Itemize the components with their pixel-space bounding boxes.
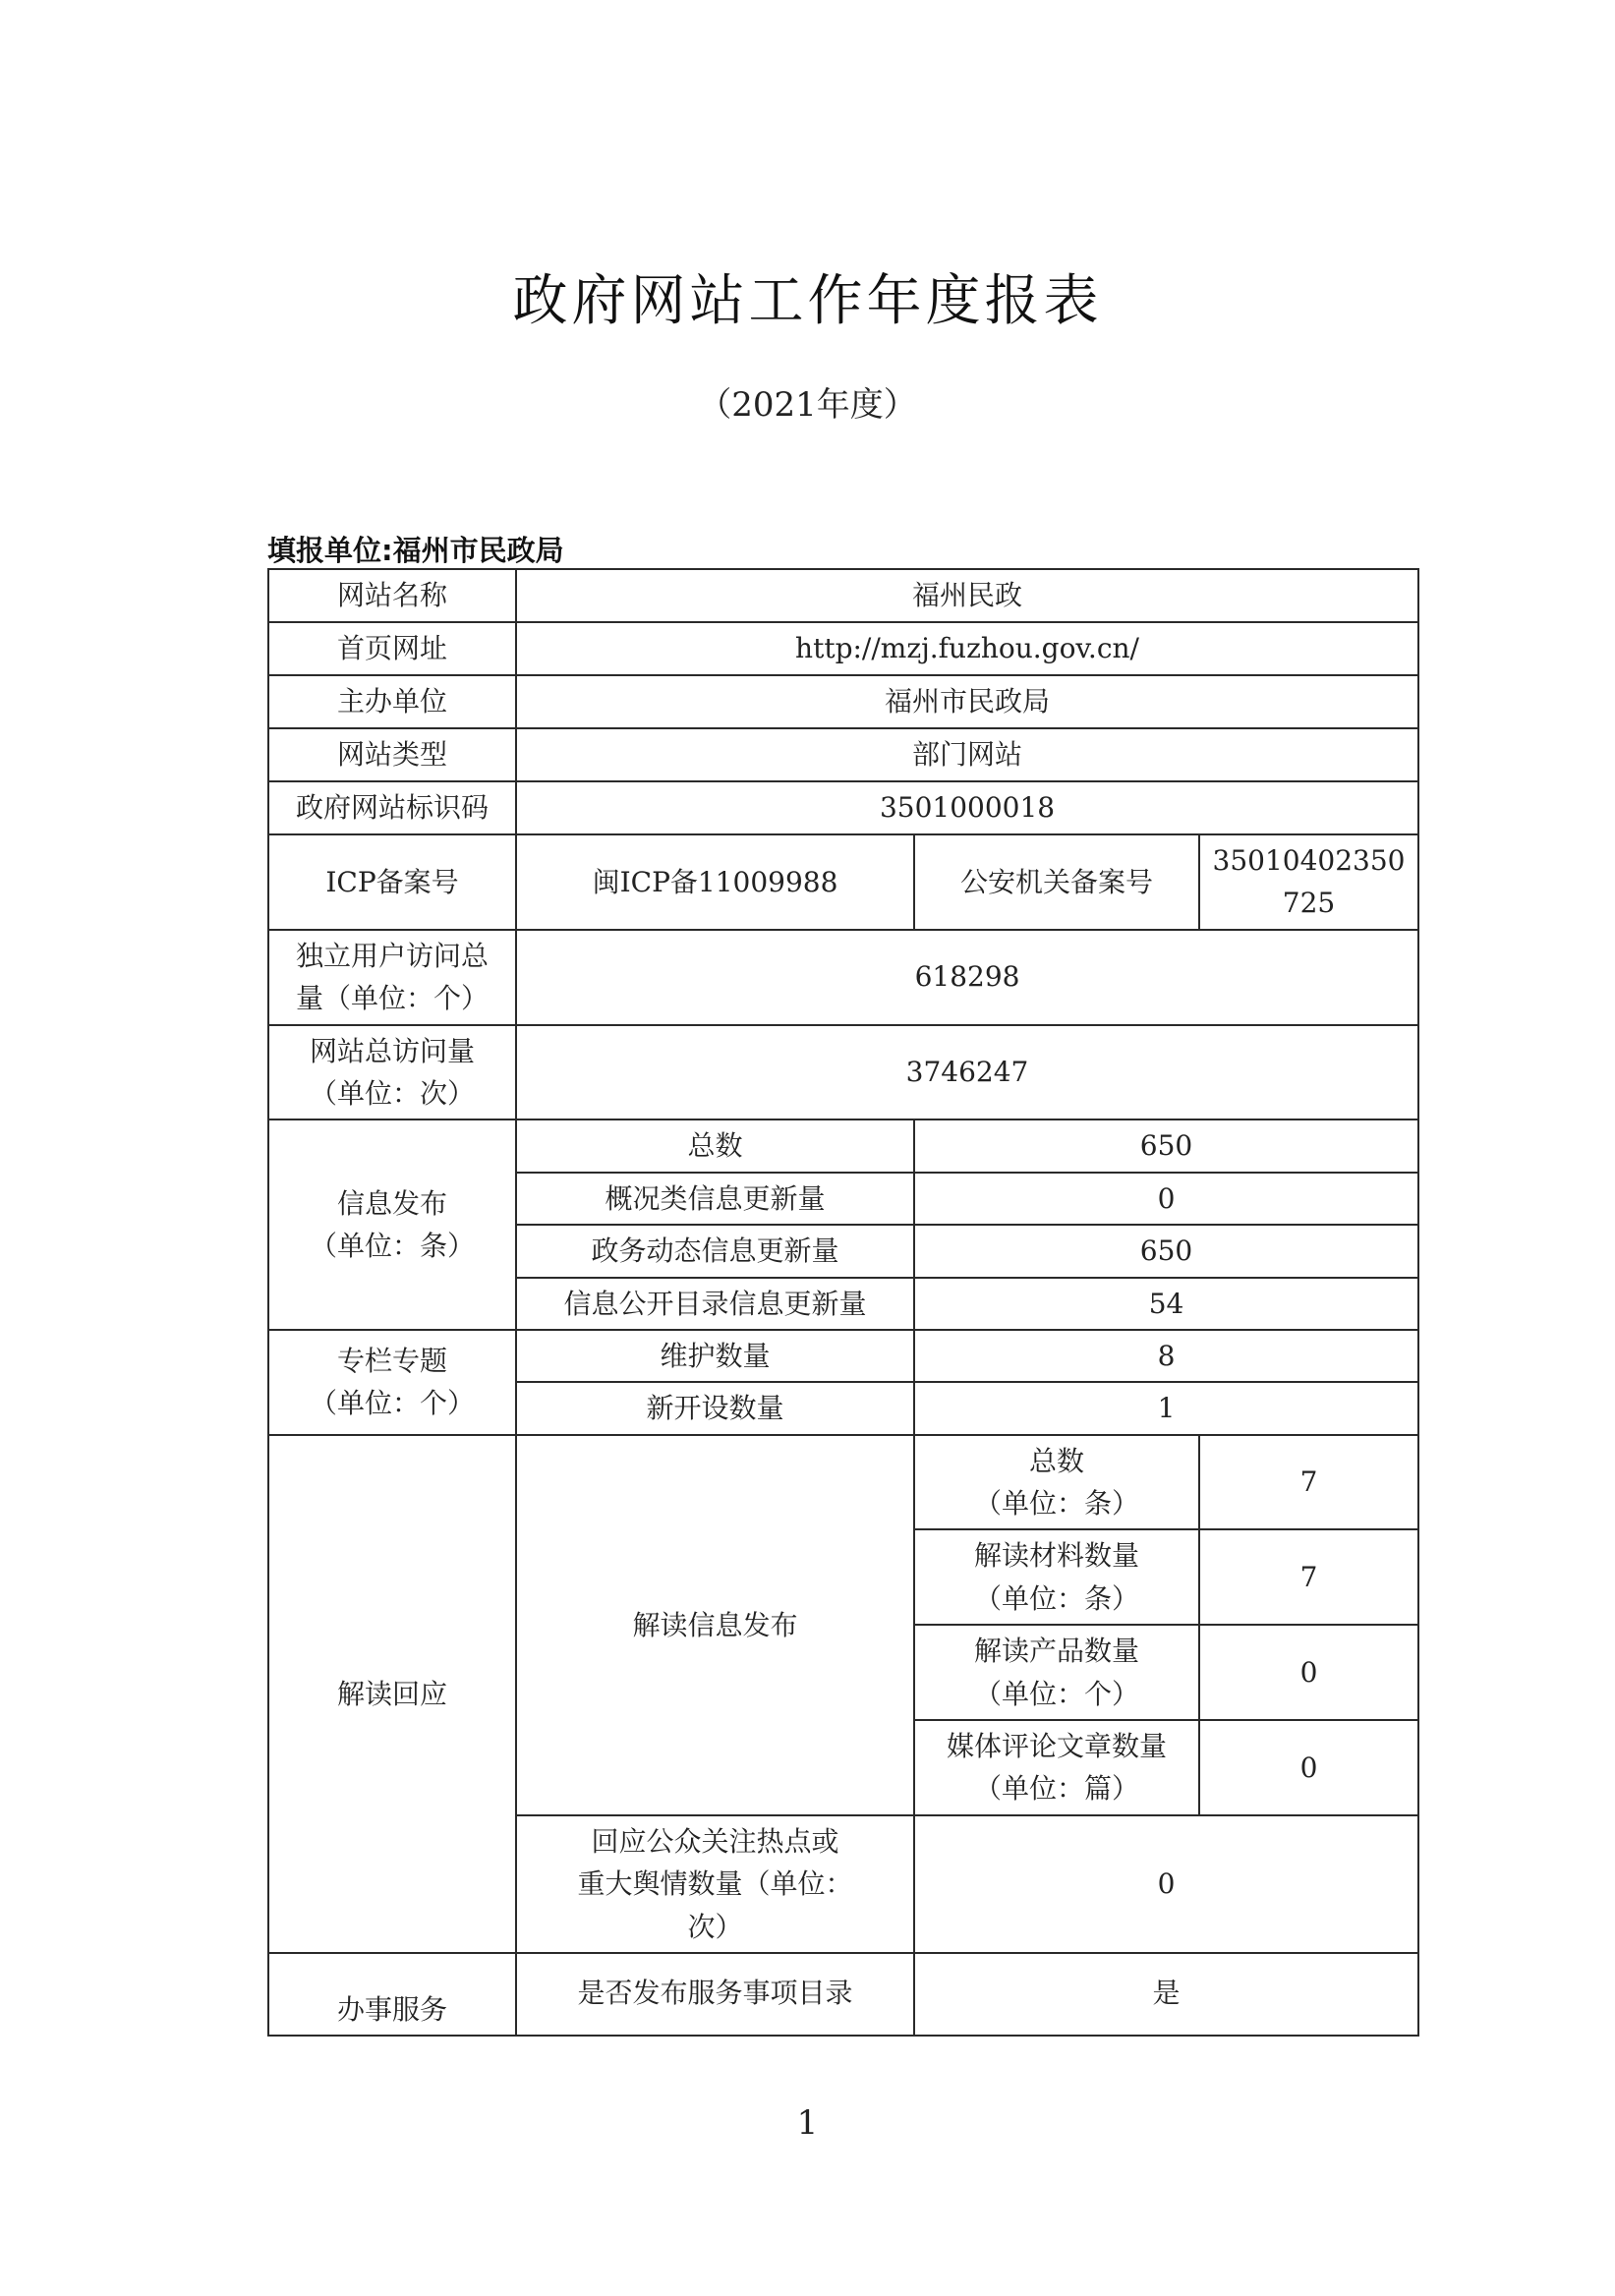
- row-value: 福州民政: [516, 569, 1418, 622]
- sub-value: 650: [914, 1225, 1418, 1277]
- row-label: 首页网址: [268, 622, 516, 675]
- table-row: [268, 834, 1418, 930]
- sub-value: 是: [914, 1953, 1418, 2036]
- group-label-columns: 专栏专题 （单位：个）: [268, 1330, 516, 1435]
- row-value: 3501000018: [516, 781, 1418, 834]
- table-row: [268, 1330, 1418, 1382]
- table-row: [268, 1119, 1418, 1172]
- police-record-label: 公安机关备案号: [914, 834, 1199, 930]
- sub-value: 650: [914, 1119, 1418, 1172]
- sub-label: 新开设数量: [516, 1382, 914, 1434]
- sub-value: 8: [914, 1330, 1418, 1382]
- sub-value: 0: [914, 1815, 1418, 1953]
- sub-label: 信息公开目录信息更新量: [516, 1278, 914, 1330]
- sub-value: 54: [914, 1278, 1418, 1330]
- row-label: 网站名称: [268, 569, 516, 622]
- table-row: [268, 622, 1418, 675]
- sub-label: 总数 （单位：条）: [914, 1435, 1199, 1530]
- icp-value: 闽ICP备11009988: [516, 834, 914, 930]
- group-label-services: 办事服务: [268, 1953, 516, 2036]
- row-value: 福州市民政局: [516, 675, 1418, 728]
- group-label-info-release: 信息发布 （单位：条）: [268, 1119, 516, 1330]
- row-label: ICP备案号: [268, 834, 516, 930]
- row-label: 主办单位: [268, 675, 516, 728]
- table-row: [268, 569, 1418, 622]
- sub-value: 7: [1199, 1529, 1418, 1625]
- home-url-value: http://mzj.fuzhou.gov.cn/: [516, 622, 1418, 675]
- sub-label: 概况类信息更新量: [516, 1173, 914, 1225]
- sub-label: 政务动态信息更新量: [516, 1225, 914, 1277]
- row-value: 部门网站: [516, 728, 1418, 781]
- document-year: （2021年度）: [698, 385, 917, 425]
- row-label: 网站总访问量 （单位：次）: [268, 1025, 516, 1120]
- row-value: 618298: [516, 930, 1418, 1025]
- sub-value: 1: [914, 1382, 1418, 1434]
- sub-value: 0: [1199, 1720, 1418, 1815]
- sub-label: 是否发布服务事项目录: [516, 1953, 914, 2036]
- sub-label: 回应公众关注热点或 重大舆情数量（单位： 次）: [516, 1815, 914, 1953]
- sub-label: 媒体评论文章数量 （单位：篇）: [914, 1720, 1199, 1815]
- sub-value: 0: [1199, 1625, 1418, 1720]
- police-record-value: 35010402350 725: [1199, 834, 1418, 930]
- sub-value: 7: [1199, 1435, 1418, 1530]
- table-row: [268, 1435, 1418, 1530]
- sub-label: 总数: [516, 1119, 914, 1172]
- sub-label: 维护数量: [516, 1330, 914, 1382]
- row-value: 3746247: [516, 1025, 1418, 1120]
- document-title: 政府网站工作年度报表: [512, 269, 1103, 333]
- group-label-interpretation: 解读回应: [268, 1435, 516, 1953]
- sub-label: 解读材料数量 （单位：条）: [914, 1529, 1199, 1625]
- table-row: [268, 1025, 1418, 1120]
- sub-label: 解读产品数量 （单位：个）: [914, 1625, 1199, 1720]
- table-row: [268, 675, 1418, 728]
- table-row: [268, 1953, 1418, 2036]
- sub-group-label: 解读信息发布: [516, 1435, 914, 1815]
- row-label: 政府网站标识码: [268, 781, 516, 834]
- sub-value: 0: [914, 1173, 1418, 1225]
- report-table: [267, 568, 1419, 2037]
- table-row: [268, 930, 1418, 1025]
- filing-unit: 填报单位:福州市民政局: [267, 534, 564, 567]
- table-row: [268, 781, 1418, 834]
- row-label: 独立用户访问总 量（单位：个）: [268, 930, 516, 1025]
- page-number: 1: [796, 2103, 819, 2143]
- table-row: [268, 728, 1418, 781]
- row-label: 网站类型: [268, 728, 516, 781]
